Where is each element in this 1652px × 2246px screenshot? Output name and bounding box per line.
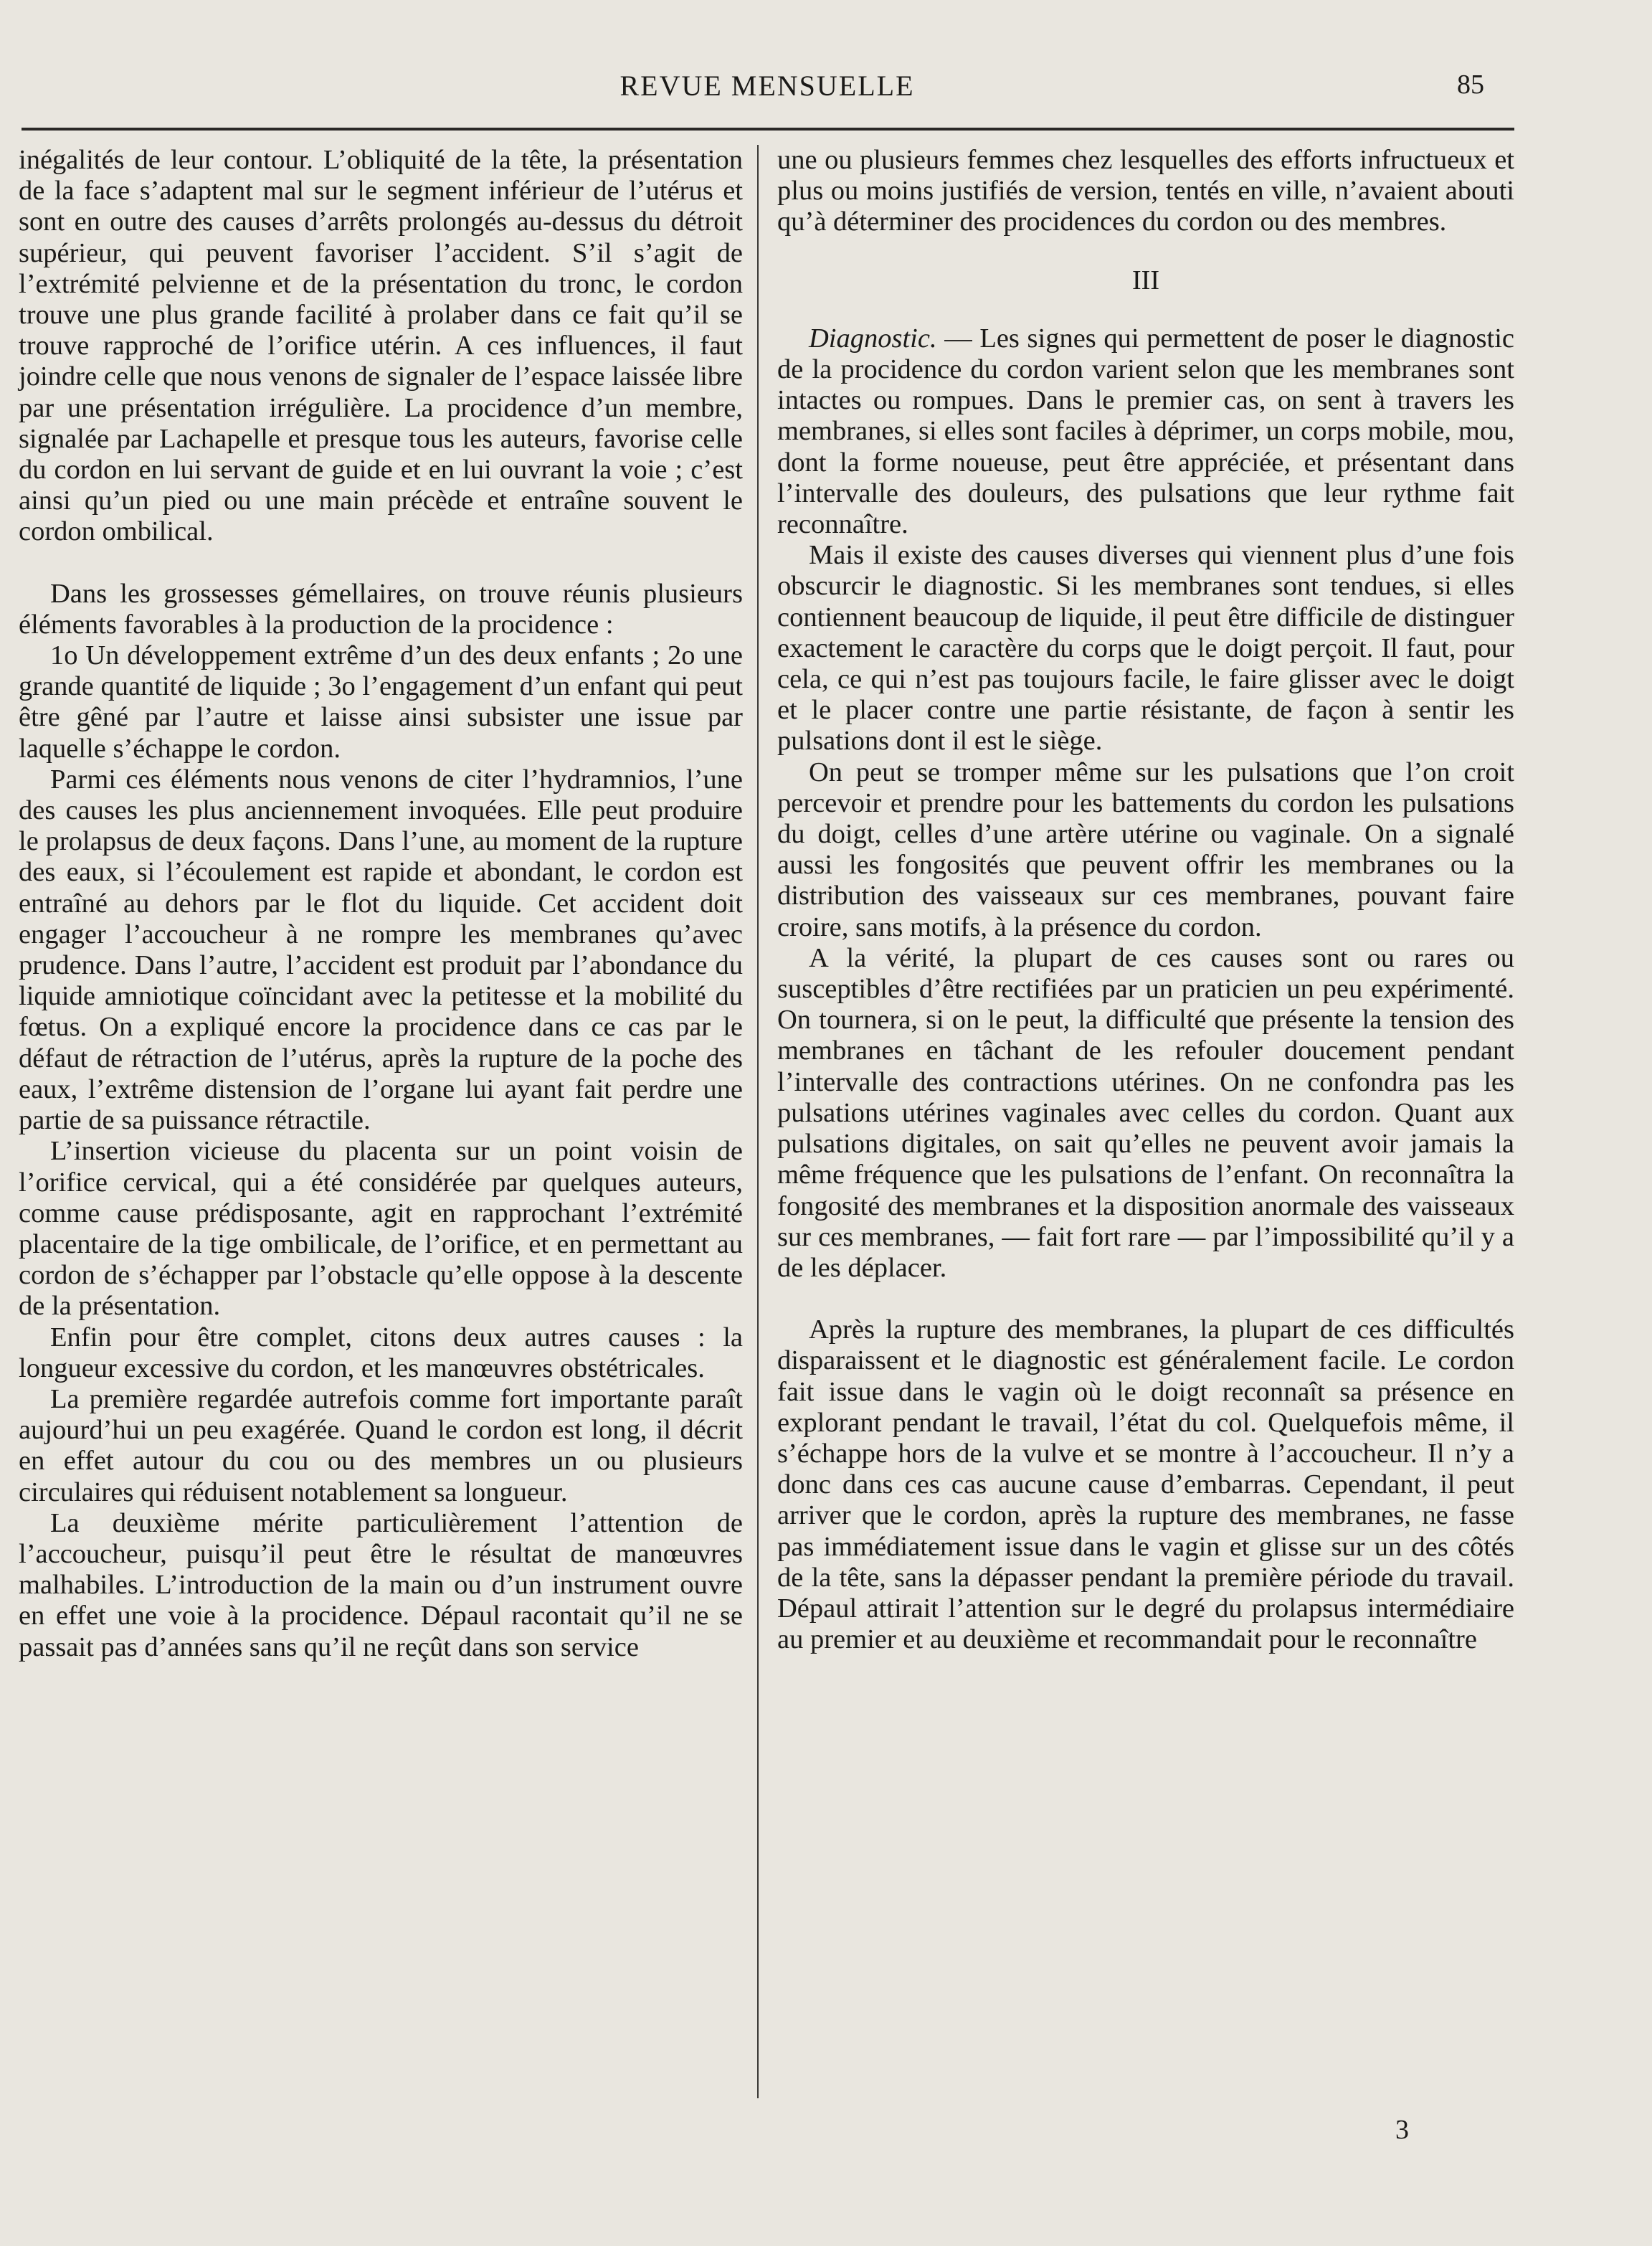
page-header — [22, 69, 1513, 112]
paragraph: une ou plusieurs femmes chez lesquelles des efforts infructueux et plus ou moins justifiés de version, tentés en ville, n’avaient abouti qu’à déterminer des procidences du cordon ou des membres. — [777, 145, 1514, 237]
header-rule — [22, 128, 1514, 131]
paragraph: A la vérité, la plupart de ces causes sont ou rares ou susceptibles d’être rectifiées par un praticien un peu expérimenté. On tournera, si on le peut, la difficulté que présente la tension des membranes en tâchant de les refouler doucement pendant l’intervalle des contractions utérines. On ne confondra pas les pulsations utérines vaginales avec celles du cordon. Quant aux pulsations digitales, on sait qu’elles ne peuvent avoir jamais la même fréquence que les pulsations de l’enfant. On reconnaîtra la fongosité des membranes et la disposition anormale des vaisseaux sur ces membranes, — fait fort rare — par l’impossibilité qu’il y a de les déplacer. — [777, 942, 1514, 1283]
signature-mark: 3 — [1395, 2115, 1409, 2145]
paragraph: 1o Un développement extrême d’un des deux enfants ; 2o une grande quantité de liquide ; 3o l’engagement d’un enfant qui peut être gêné par l’autre et laisse ainsi subsister une issue par laquelle s’échappe le cordon. — [19, 640, 743, 764]
paragraph: On peut se tromper même sur les pulsations que l’on croit percevoir et prendre pour les battements du cordon les pulsations du doigt, celles d’une artère utérine ou vaginale. On a signalé aussi les fongosités que peuvent offrir les membranes ou la distribution des vaisseaux sur ces membranes, pouvant faire croire, sans motifs, à la présence du cordon. — [777, 757, 1514, 942]
paragraph: La deuxième mérite particulièrement l’attention de l’accoucheur, puisqu’il peut être le résultat de manœuvres malhabiles. L’introduction de la main ou d’un instrument ouvre en effet une voie à la procidence. Dépaul racontait qu’il ne se passait pas d’années sans qu’il ne reçût dans son service — [19, 1507, 743, 1662]
paragraph: Dans les grossesses gémellaires, on trouve réunis plusieurs éléments favorables à la production de la procidence : — [19, 578, 743, 640]
diagnostic-text: — Les signes qui permettent de poser le diagnostic de la procidence du cordon varient selon que les membranes sont intactes ou rompues. Dans le premier cas, on sent à travers les membranes, si elles sont faciles à déprimer, un corps mobile, mou, dont la forme noueuse, peut être appréciée, et présentant dans l’intervalle des douleurs, des pulsations que leur rythme fait reconnaître. — [777, 323, 1514, 540]
paragraph: Parmi ces éléments nous venons de citer l’hydramnios, l’une des causes les plus anciennement invoquées. Elle peut produire le prolapsus de deux façons. Dans l’une, au moment de la rupture des eaux, si l’écoulement est rapide et abondant, le cordon est entraîné au dehors par le flot du liquide. Cet accident doit engager l’accoucheur à ne rompre les membranes qu’avec prudence. Dans l’autre, l’accident est produit par l’abondance du liquide amniotique coïncidant avec la petitesse et la mobilité du fœtus. On a expliqué encore la procidence dans ce cas par le défaut de rétraction de l’utérus, après la rupture de la poche des eaux, l’extrême distension de l’organe lui ayant fait perdre une partie de sa puissance rétractile. — [19, 764, 743, 1136]
column-divider — [757, 145, 759, 2098]
diagnostic-lead: Diagnostic. — [809, 323, 937, 354]
paragraph-diagnostic — [777, 323, 1514, 540]
right-column — [777, 145, 1514, 1655]
paragraph: inégalités de leur contour. L’obliquité de la tête, la présentation de la face s’adaptent mal sur le segment inférieur de l’utérus et sont en outre des causes d’arrêts prolongés au-dessus du détroit supérieur, qui peuvent favoriser l’accident. S’il s’agit de l’extrémité pelvienne et de la présentation du tronc, le cordon trouve une plus grande facilité à prolaber dans ce fait qu’il se trouve rapproché de l’orifice utérin. A ces influences, il faut joindre celle que nous venons de signaler de l’espace laissée libre par une présentation irrégulière. La procidence d’un membre, signalée par Lachapelle et presque tous les auteurs, favorise celle du cordon en lui servant de guide et en lui ouvrant la voie ; c’est ainsi qu’un pied ou une main précède et entraîne souvent le cordon ombilical. — [19, 145, 743, 547]
section-heading: III — [1132, 265, 1159, 295]
paragraph: Mais il existe des causes diverses qui viennent plus d’une fois obscurcir le diagnostic. Si les membranes sont tendues, si elles contiennent beaucoup de liquide, il peut être difficile de distinguer exactement le caractère du corps que le doigt perçoit. Il faut, pour cela, ce qui n’est pas toujours facile, le faire glisser avec le doigt et le placer contre une partie résistante, de façon à sentir les pulsations dont il est le siège. — [777, 540, 1514, 757]
paragraph: La première regardée autrefois comme fort importante paraît aujourd’hui un peu exagérée. Quand le cordon est long, il décrit en effet autour du cou ou des membres un ou plusieurs circulaires qui réduisent notablement sa longueur. — [19, 1383, 743, 1507]
page-number: 85 — [1457, 70, 1484, 100]
left-column — [19, 145, 743, 1663]
paragraph: L’insertion vicieuse du placenta sur un point voisin de l’orifice cervical, qui a été considérée par quelques auteurs, comme cause prédisposante, agit en rapprochant l’extrémité placentaire de la tige ombilicale, de l’orifice, et en permettant au cordon de s’échapper par l’obstacle qu’elle oppose à la descente de la présentation. — [19, 1136, 743, 1322]
paragraph: Enfin pour être complet, citons deux autres causes : la longueur excessive du cordon, et les manœuvres obstétricales. — [19, 1322, 743, 1383]
paragraph: Après la rupture des membranes, la plupart de ces difficultés disparaissent et le diagnostic est généralement facile. Le cordon fait issue dans le vagin où le doigt reconnaît sa présence en explorant pendant le travail, l’état du col. Quelquefois même, il s’échappe hors de la vulve et se montre à l’accoucheur. Il n’y a donc dans ces cas aucune cause d’embarras. Cependant, il peut arriver que le cordon, après la rupture des membranes, ne fasse pas immédiatement issue dans le vagin et glisse sur un des côtés de la tête, sans la dépasser pendant la première période du travail. Dépaul attirait l’attention sur le degré du prolapsus intermédiaire au premier et au deuxième et recommandait pour le reconnaître — [777, 1314, 1514, 1655]
running-title: REVUE MENSUELLE — [620, 70, 915, 102]
